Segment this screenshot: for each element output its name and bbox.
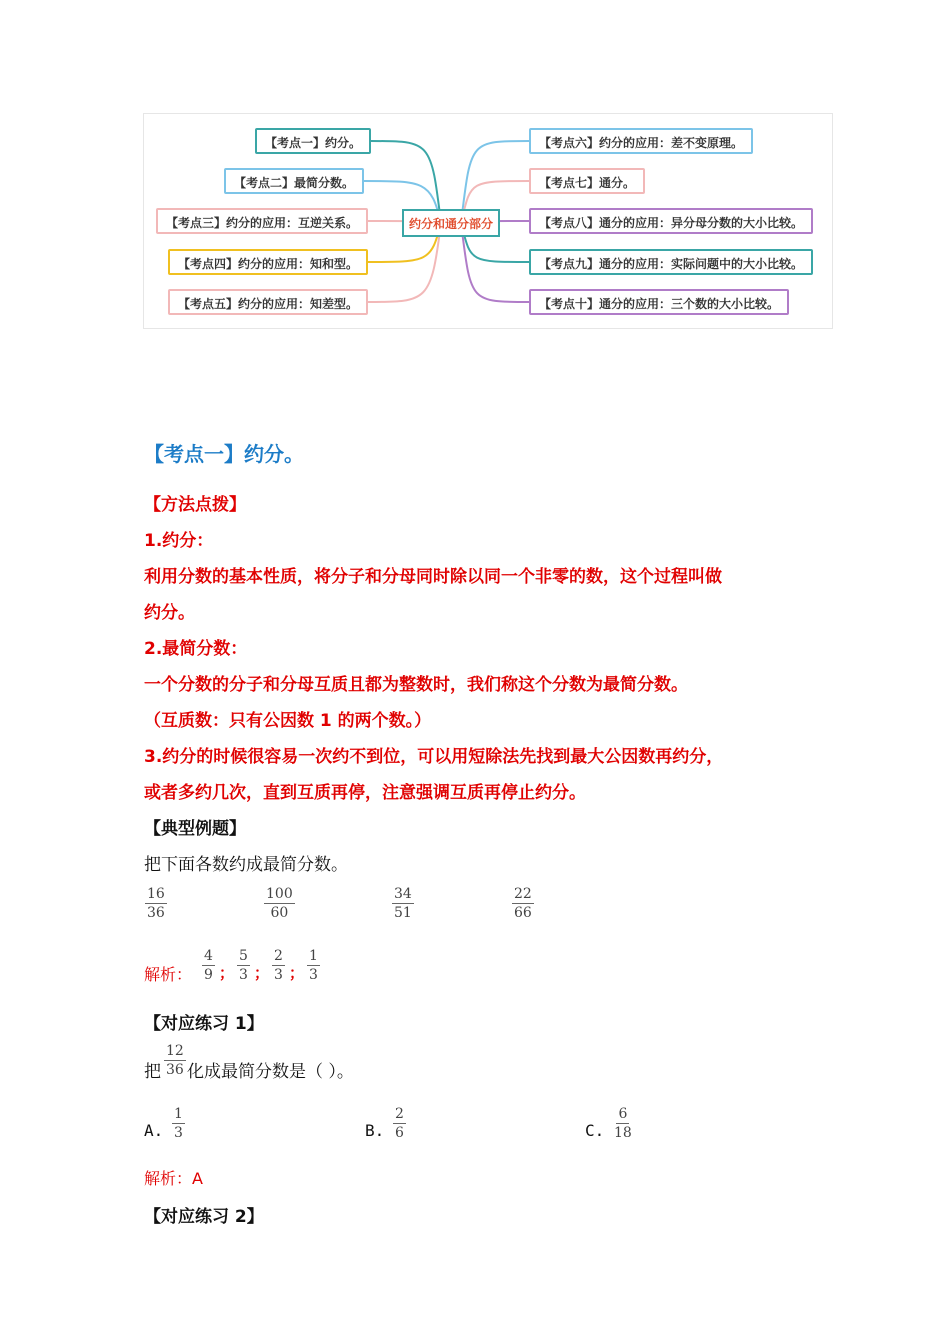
numerator: 4 <box>204 948 213 964</box>
point2-line1: 一个分数的分子和分母互质且都为整数时，我们称这个分数为最简分数。 <box>144 675 688 695</box>
example-answer-3 <box>272 948 285 983</box>
option-c-letter: C. <box>585 1121 605 1140</box>
point1-line2: 约分。 <box>144 603 195 623</box>
denominator: 3 <box>239 967 248 983</box>
mind-map-node-left-2: 【考点二】最简分数。 <box>224 168 364 194</box>
numerator: 22 <box>514 886 532 902</box>
numerator: 2 <box>274 948 283 964</box>
section-title: 【考点一】约分。 <box>144 442 304 466</box>
example-answer-2 <box>237 948 250 983</box>
numerator: 5 <box>239 948 248 964</box>
mind-map-node-right-1: 【考点六】约分的应用：差不变原理。 <box>529 128 753 154</box>
mind-map-node-left-5: 【考点五】约分的应用：知差型。 <box>168 289 368 315</box>
denominator: 3 <box>174 1125 183 1141</box>
point3-line1: 3.约分的时候很容易一次约不到位，可以用短除法先找到最大公因数再约分， <box>144 747 724 767</box>
practice1-prefix: 把 <box>144 1062 161 1082</box>
mind-map <box>143 113 833 329</box>
mind-map-node-left-1: 【考点一】约分。 <box>255 128 371 154</box>
mind-map-node-right-3: 【考点八】通分的应用：异分母分数的大小比较。 <box>529 208 813 234</box>
mind-map-center: 约分和通分部分 <box>402 209 500 237</box>
mind-map-node-left-4: 【考点四】约分的应用：知和型。 <box>168 249 368 275</box>
denominator: 51 <box>394 905 412 921</box>
denominator: 18 <box>614 1125 632 1141</box>
denominator: 3 <box>309 967 318 983</box>
example-fraction-1 <box>145 886 167 921</box>
denominator: 36 <box>147 905 165 921</box>
example-answer-label: 解析： <box>144 965 193 984</box>
numerator: 2 <box>395 1106 404 1122</box>
point1-line1: 利用分数的基本性质，将分子和分母同时除以同一个非零的数，这个过程叫做 <box>144 567 722 587</box>
denominator: 66 <box>514 905 532 921</box>
denominator: 6 <box>395 1125 404 1141</box>
numerator: 1 <box>174 1106 183 1122</box>
option-a-letter: A. <box>144 1121 164 1140</box>
example-fraction-4 <box>512 886 534 921</box>
practice1-fraction <box>164 1043 186 1078</box>
option-b-letter: B. <box>365 1121 385 1140</box>
mind-map-node-right-5: 【考点十】通分的应用：三个数的大小比较。 <box>529 289 789 315</box>
denominator: 60 <box>270 905 289 921</box>
practice2-heading: 【对应练习 2】 <box>144 1207 264 1227</box>
option-a-fraction <box>172 1106 185 1141</box>
numerator: 34 <box>394 886 412 902</box>
practice1-answer: 解析：A <box>144 1169 203 1188</box>
example-heading: 【典型例题】 <box>144 819 246 839</box>
numerator: 1 <box>309 948 318 964</box>
mind-map-node-left-3: 【考点三】约分的应用：互逆关系。 <box>156 208 368 234</box>
example-answer-1 <box>202 948 215 983</box>
denominator: 9 <box>204 967 213 983</box>
numerator: 6 <box>618 1106 628 1122</box>
method-heading: 【方法点拨】 <box>144 495 246 515</box>
example-fraction-3 <box>392 886 414 921</box>
answer-separator: ； <box>254 964 270 982</box>
example-prompt: 把下面各数约成最简分数。 <box>144 855 348 875</box>
numerator: 16 <box>147 886 165 902</box>
point1-title: 1.约分： <box>144 531 214 551</box>
mind-map-node-right-4: 【考点九】通分的应用：实际问题中的大小比较。 <box>529 249 813 275</box>
answer-separator: ； <box>219 964 235 982</box>
numerator: 100 <box>266 886 293 902</box>
example-fraction-2 <box>264 886 295 921</box>
practice1-suffix: 化成最简分数是（ ）。 <box>187 1062 354 1082</box>
practice1-heading: 【对应练习 1】 <box>144 1014 264 1034</box>
example-answer-4 <box>307 948 320 983</box>
mind-map-node-right-2: 【考点七】通分。 <box>529 168 645 194</box>
answer-separator: ； <box>289 964 305 982</box>
point2-line2: （互质数：只有公因数 1 的两个数。） <box>144 711 432 731</box>
denominator: 3 <box>274 967 283 983</box>
denominator: 36 <box>166 1062 184 1078</box>
numerator: 12 <box>166 1043 184 1059</box>
point2-title: 2.最简分数： <box>144 639 248 659</box>
point3-line2: 或者多约几次，直到互质再停，注意强调互质再停止约分。 <box>144 783 586 803</box>
option-b-fraction <box>393 1106 406 1141</box>
option-c-fraction <box>614 1106 632 1141</box>
